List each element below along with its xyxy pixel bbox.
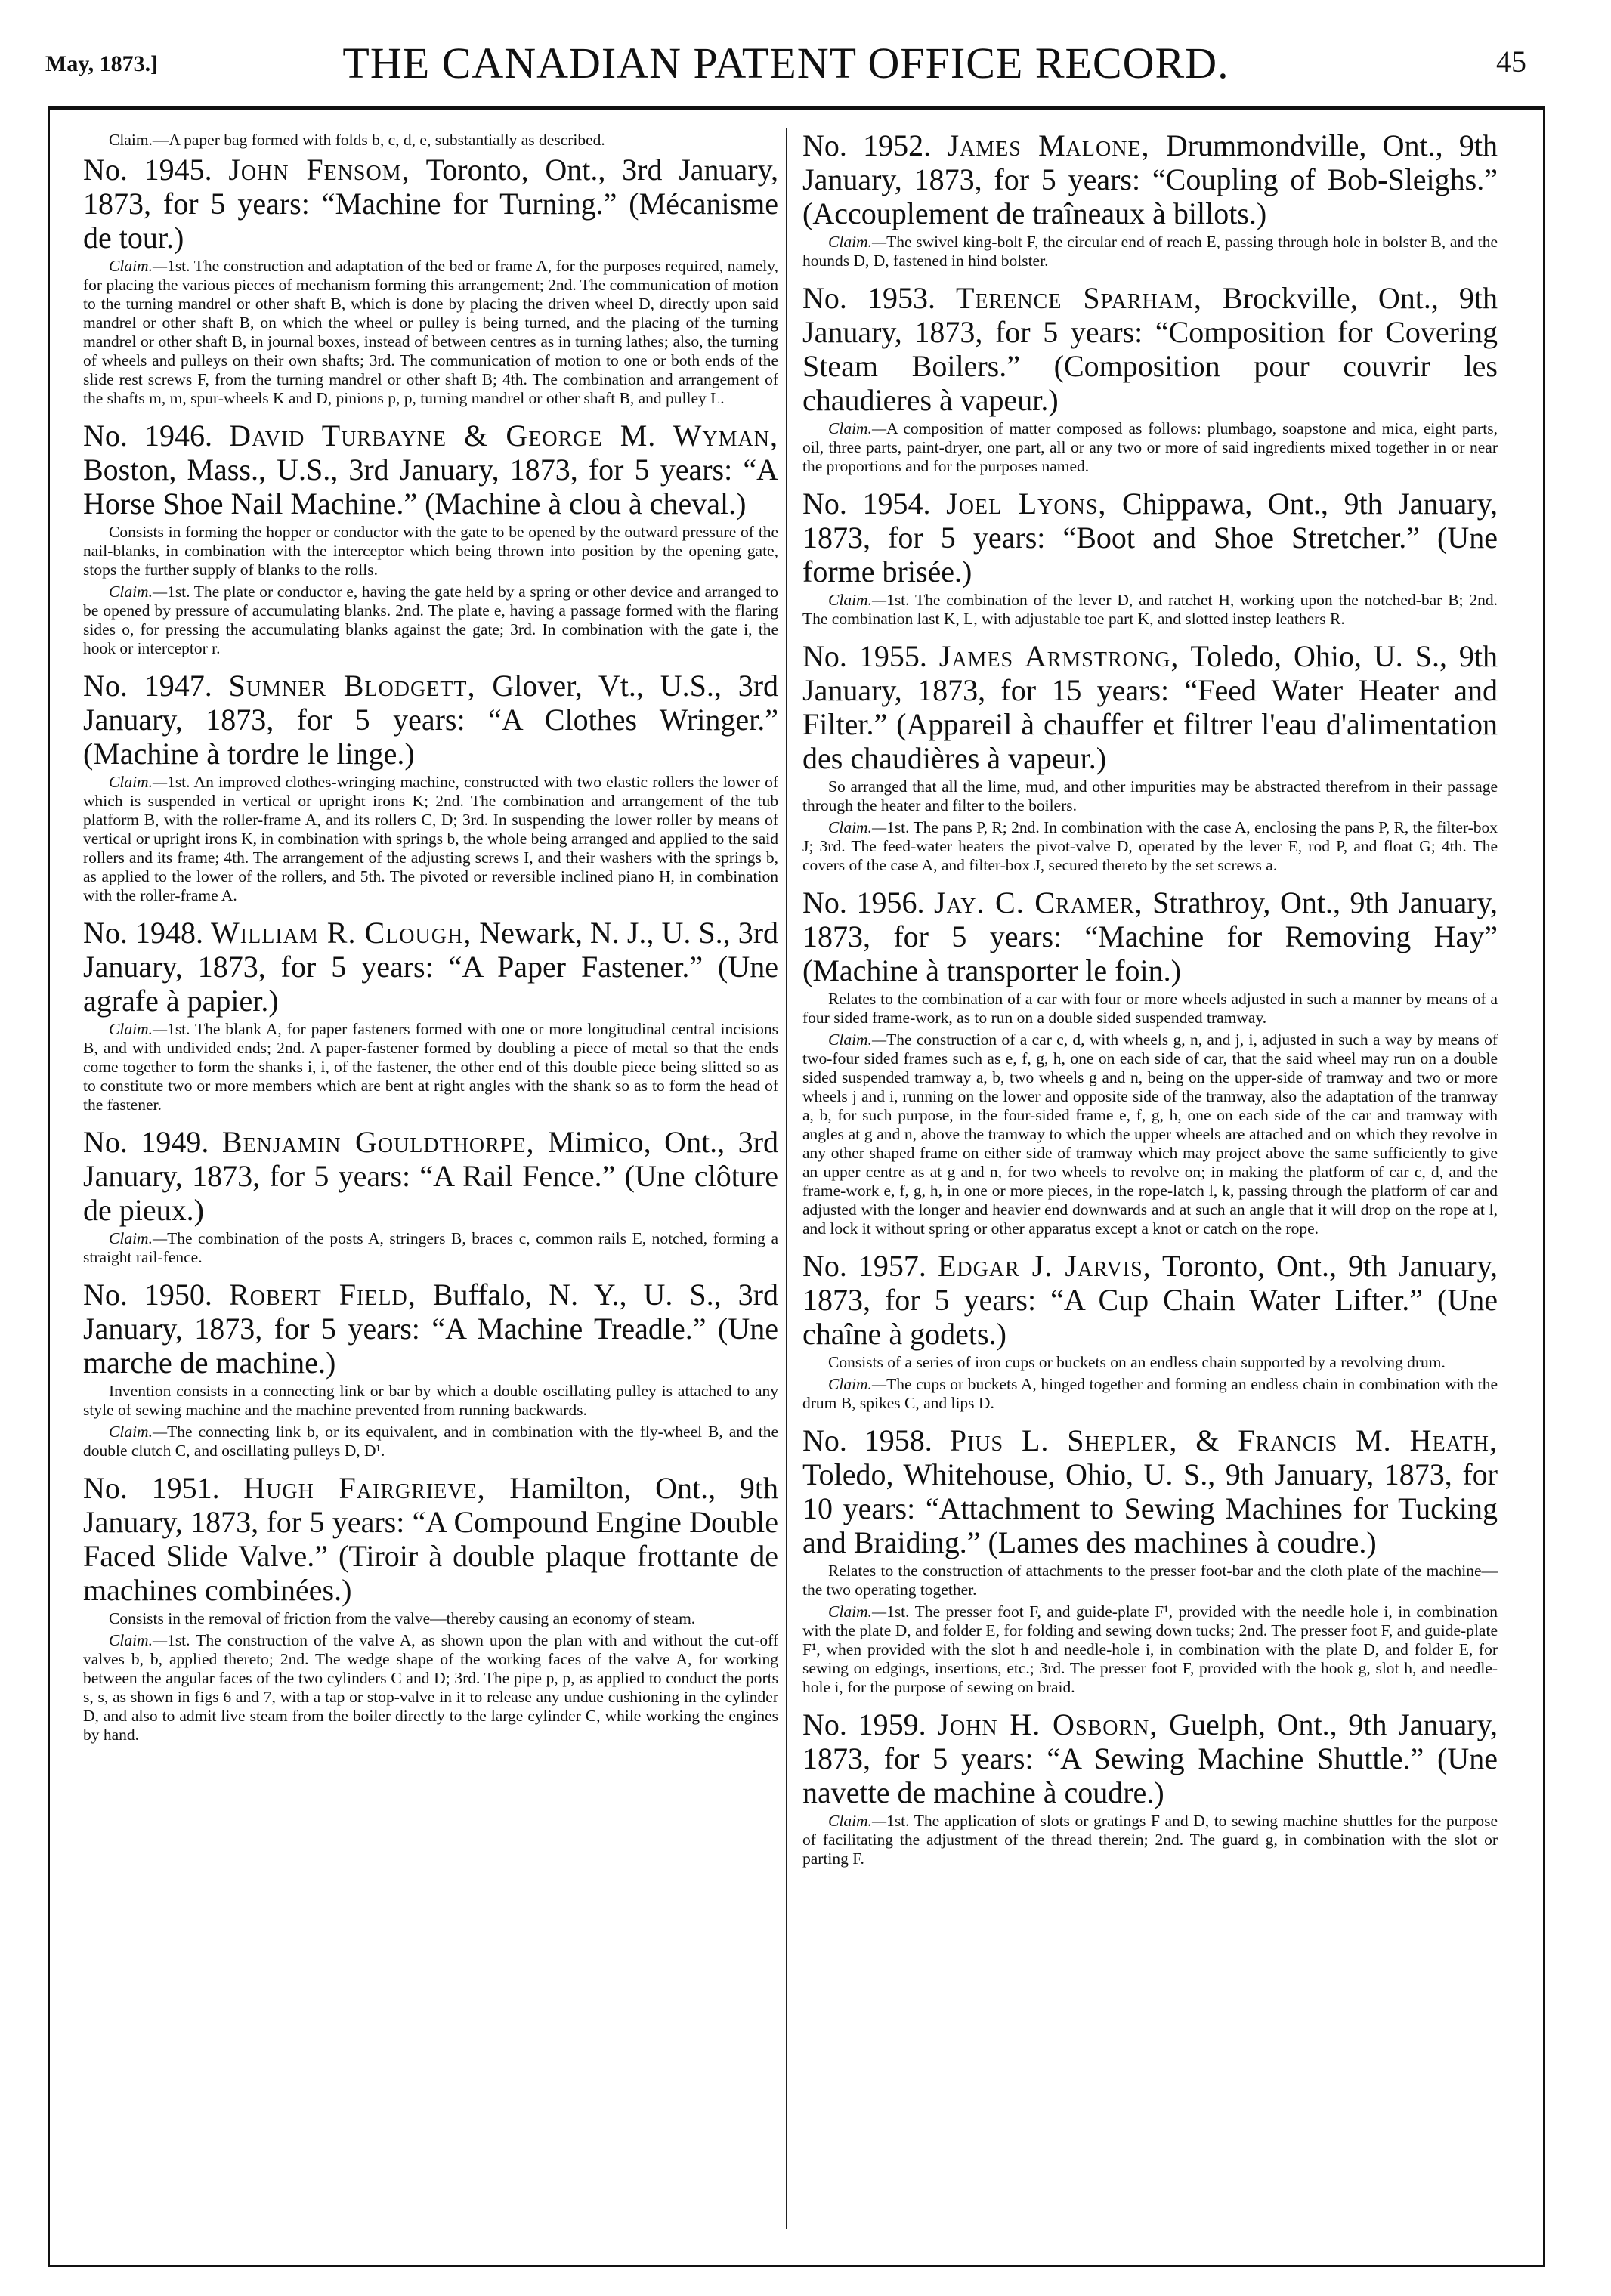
patent-details: Hamilton, Ont., 9th January, 1873, for 5 years: “A Compound Engine Double Faced Slide Valve.” (Tiroir à double plaque frottante de machines combinées.) bbox=[83, 1471, 778, 1607]
patent-entry bbox=[802, 281, 1498, 476]
paragraph-text: Consists in the removal of friction from the valve—thereby causing an economy of steam. bbox=[109, 1609, 696, 1627]
inventor-name: David Turbayne & George M. Wyman, bbox=[229, 419, 778, 453]
page-number: 45 bbox=[1496, 45, 1526, 79]
claim-paragraph bbox=[83, 257, 778, 408]
patent-details: Glover, Vt., U.S., 3rd January, 1873, for 5 years: “A Clothes Wringer.” (Machine à tordre le linge.) bbox=[83, 669, 778, 771]
patent-entry bbox=[83, 1278, 778, 1460]
paragraph-text: Consists in forming the hopper or conductor with the gate to be opened by the outward pressure of the nail-blanks, in combination with the interceptor which being thrown into position by the opening gate, stops the further supply of blanks to the rolls. bbox=[83, 523, 778, 579]
column-divider bbox=[786, 128, 787, 2229]
patent-details: Newark, N. J., U. S., 3rd January, 1873, for 5 years: “A Paper Fastener.” (Une agrafe à papier.) bbox=[83, 916, 778, 1018]
entry-heading bbox=[802, 885, 1498, 987]
description-paragraph bbox=[83, 1382, 778, 1420]
entry-heading bbox=[83, 153, 778, 255]
continuation-claim: Claim.—A paper bag formed with folds b, c, d, e, substantially as described. bbox=[109, 131, 605, 149]
patent-entry bbox=[802, 885, 1498, 1238]
paragraph-text: 1st. The blank A, for paper fasteners formed with one or more longitudinal central incisions B, and with undivided ends; 2nd. A paper-fastener formed by doubling a piece of metal so that the ends come together to form the shanks i, i, of the fastener, the other end of this double piece being slitted so as to constitute two or more members which are bent at right angles with the shank so as to form the head of the fastener. bbox=[83, 1020, 778, 1114]
paragraph-text: The construction of a car c, d, with wheels g, n, and j, i, adjusted in such a way by means of two-four sided frames such as e, f, g, h, one on each side of car, that the said wheel may run on a double sided suspended tramway a, b, two wheels g and n, being on the upper-side of tramway and two or more wheels j and i, running on the lower and opposite side of the tramway, also the adaptation of the tramway a, b, for such purpose, in the four-sided frame e, f, g, h, one on each side of the car and tramway with angles at g and n, above the tramway to which the upper wheels are attached and on which they revolve in any other shaped frame on either side of tramway which may project above the same sufficiently to give an upper centre as at g and n, for two wheels to revolve on; in making the platform of car c, d, and the frame-work e, f, g, h, in one or more pieces, in the rope-latch l, k, passing through the platform of car and adjusted with the longer and heavier end downwards and at such an angle that it will drop on the rope at l, and lock it without spring or other apparatus except a knot or catch on the rope. bbox=[802, 1031, 1498, 1238]
claim-paragraph bbox=[83, 1229, 778, 1267]
claim-label: Claim.— bbox=[109, 1229, 168, 1247]
right-column bbox=[802, 128, 1498, 2251]
claim-label: Claim.— bbox=[109, 1631, 168, 1649]
claim-paragraph bbox=[802, 818, 1498, 875]
left-entries bbox=[83, 153, 778, 1744]
claim-paragraph bbox=[802, 591, 1498, 629]
patent-number: No. 1952. bbox=[802, 128, 932, 162]
patent-number: No. 1947. bbox=[83, 669, 212, 703]
claim-label: Claim.— bbox=[109, 1423, 168, 1441]
entry-heading bbox=[802, 281, 1498, 417]
patent-details: Strathroy, Ont., 9th January, 1873, for 5 years: “Machine for Removing Hay” (Machine à transporter le foin.) bbox=[802, 885, 1498, 987]
patent-number: No. 1951. bbox=[83, 1471, 220, 1505]
entry-heading bbox=[802, 1707, 1498, 1809]
paragraph-text: The connecting link b, or its equivalent, and in combination with the fly-wheel B, and the double clutch C, and oscillating pulleys D, D¹. bbox=[83, 1423, 778, 1460]
entry-heading bbox=[83, 1125, 778, 1227]
claim-paragraph bbox=[802, 1031, 1498, 1238]
entry-heading bbox=[802, 639, 1498, 775]
paragraph-text: Consists of a series of iron cups or buckets on an endless chain supported by a revolving drum. bbox=[828, 1353, 1446, 1371]
patent-entry bbox=[802, 639, 1498, 875]
inventor-name: Joel Lyons, bbox=[946, 487, 1107, 521]
paragraph-text: 1st. The pans P, R; 2nd. In combination with the case A, enclosing the pans P, R, the filter-box J; 3rd. The feed-water heaters the pivot-valve D, operated by the lever E, rod P, and float G; 4th. The covers of the case A, and filter-box J, secured thereto by the set screws a. bbox=[802, 818, 1498, 874]
patent-number: No. 1956. bbox=[802, 885, 925, 919]
description-paragraph bbox=[802, 777, 1498, 815]
patent-number: No. 1959. bbox=[802, 1707, 926, 1741]
patent-entry bbox=[83, 1471, 778, 1744]
patent-number: No. 1946. bbox=[83, 419, 213, 453]
claim-paragraph bbox=[83, 1020, 778, 1114]
paragraph-text: The swivel king-bolt F, the circular end of reach E, passing through hole in bolster B, and the hounds D, D, fastened in hind bolster. bbox=[802, 233, 1498, 270]
claim-paragraph bbox=[83, 582, 778, 658]
description-paragraph bbox=[83, 523, 778, 579]
inventor-name: John Fensom, bbox=[228, 153, 410, 187]
page-title: THE CANADIAN PATENT OFFICE RECORD. bbox=[342, 39, 1229, 88]
page-header bbox=[45, 36, 1526, 104]
patent-details: Boston, Mass., U.S., 3rd January, 1873, for 5 years: “A Horse Shoe Nail Machine.” (Machine à clou à cheval.) bbox=[83, 453, 778, 521]
entry-heading bbox=[83, 1471, 778, 1607]
inventor-name: Sumner Blodgett, bbox=[228, 669, 476, 703]
patent-details: Toronto, Ont., 9th January, 1873, for 5 years: “A Cup Chain Water Lifter.” (Une chaîne à godets.) bbox=[802, 1249, 1498, 1351]
claim-paragraph bbox=[802, 233, 1498, 270]
paragraph-text: 1st. The application of slots or gratings F and D, to sewing machine shuttles for the purpose of facilitating the adjustment of the thread therein; 2nd. The guard g, in combination with the slot or parting F. bbox=[802, 1812, 1498, 1868]
patent-number: No. 1955. bbox=[802, 639, 927, 673]
claim-label: Claim.— bbox=[109, 257, 168, 275]
paragraph-text: 1st. The combination of the lever D, and ratchet H, working upon the notched-bar B; 2nd. The combination last K, L, with adjustable toe part K, and slotted instep leathers R. bbox=[802, 591, 1498, 628]
patent-entry bbox=[83, 916, 778, 1114]
claim-paragraph bbox=[83, 1423, 778, 1460]
patent-number: No. 1949. bbox=[83, 1125, 209, 1159]
paragraph-text: 1st. An improved clothes-wringing machine, constructed with two elastic rollers the lower of which is suspended in vertical or upright irons K; 2nd. The combination and arrangement of the tub platform B, with the roller-frame A, and its rollers C, D; 3rd. In suspending the lower roller by means of vertical or upright irons K, in combination with springs b, the whole being arranged and applied to the said rollers and its frame; 4th. The arrangement of the adjusting screws I, and their washers with the springs b, as applied to the lower of the rollers, and 5th. The pivoted or reversible inclined piano H, in combination with the roller-frame A. bbox=[83, 773, 778, 904]
paragraph-text: The combination of the posts A, stringers B, braces c, common rails E, notched, forming a straight rail-fence. bbox=[83, 1229, 778, 1266]
paragraph-text: 1st. The construction of the valve A, as shown upon the plan with and without the cut-off valves b, b, applied thereto; 2nd. The wedge shape of the working faces of the valve A, for working between the angular faces of the two cylinders C and D; 3rd. The pipe p, p, as applied to conduct the ports s, s, as shown in figs 6 and 7, with a tap or stop-valve in it to release any undue cushioning in the cylinder D, and also to admit live steam from the boiler directly to the large cylinder C, while working the engines by hand. bbox=[83, 1631, 778, 1744]
inventor-name: Pius L. Shepler, & Francis M. Heath, bbox=[949, 1423, 1498, 1457]
patent-details: Drummondville, Ont., 9th January, 1873, for 5 years: “Coupling of Bob-Sleighs.” (Accouplement de traîneaux à billots.) bbox=[802, 128, 1498, 230]
patent-entry bbox=[83, 669, 778, 905]
inventor-name: John H. Osborn, bbox=[937, 1707, 1158, 1741]
patent-number: No. 1954. bbox=[802, 487, 931, 521]
entry-heading bbox=[83, 1278, 778, 1380]
patent-number: No. 1957. bbox=[802, 1249, 926, 1283]
claim-paragraph bbox=[83, 1631, 778, 1744]
entry-heading bbox=[83, 916, 778, 1018]
patent-entry bbox=[83, 153, 778, 408]
paragraph-text: Invention consists in a connecting link or bar by which a double oscillating pulley is attached to any style of sewing machine and the machine prevented from running backwards. bbox=[83, 1382, 778, 1419]
entry-heading bbox=[83, 419, 778, 521]
paragraph-text: 1st. The construction and adaptation of the bed or frame A, for the purposes required, namely, for placing the various pieces of mechanism forming this arrangement; 2nd. The communication of motion to the turning mandrel or other shaft B, which is done by placing the driven wheel D, directly upon said mandrel or other shaft B, on which the wheel or pulley is being turned, and the placing of the turning mandrel or other shaft B, in journal boxes, instead of between centres as in turning lathes; also, the turning of wheels and pulleys on their own shafts; 3rd. The communication of motion to one or both ends of the slide rest screws F, from the turning mandrel or other shaft B; 4th. The combination and arrangement of the shafts m, m, spur-wheels K and D, pinions p, p, turning mandrel or other shaft B, and pulley L. bbox=[83, 257, 778, 407]
claim-label: Claim.— bbox=[109, 773, 168, 791]
claim-label: Claim.— bbox=[828, 419, 887, 437]
inventor-name: Terence Sparham, bbox=[956, 281, 1202, 315]
claim-paragraph bbox=[802, 1812, 1498, 1868]
claim-label: Claim.— bbox=[828, 233, 887, 251]
left-column bbox=[83, 128, 778, 2251]
entry-heading bbox=[802, 487, 1498, 589]
entry-heading bbox=[802, 1249, 1498, 1351]
inventor-name: Benjamin Gouldthorpe, bbox=[221, 1125, 535, 1159]
patent-details: Toledo, Whitehouse, Ohio, U. S., 9th January, 1873, for 10 years: “Attachment to Sewing Machines for Tucking and Braiding.” (Lames des machines à coudre.) bbox=[802, 1457, 1498, 1559]
paragraph-text: Relates to the construction of attachments to the presser foot-bar and the cloth plate of the machine—the two operating together. bbox=[802, 1562, 1498, 1599]
description-paragraph bbox=[802, 990, 1498, 1027]
paragraph-text: 1st. The presser foot F, and guide-plate F¹, provided with the needle hole i, in combination with the plate D, and folder E, for folding and sewing down tucks; 2nd. The presser foot F, and guide-plate F¹, when provided with the slot h and needle-hole i, in combination with the plate D, and folder E, for sewing on edgings, insertions, etc.; 3rd. The presser foot F, provided with the hook g, slot h, and needle-hole i, for the purpose of sewing on braid. bbox=[802, 1602, 1498, 1696]
inventor-name: Hugh Fairgrieve, bbox=[243, 1471, 486, 1505]
patent-details: Chippawa, Ont., 9th January, 1873, for 5 years: “Boot and Shoe Stretcher.” (Une forme brisée.) bbox=[802, 487, 1498, 589]
inventor-name: William R. Clough, bbox=[211, 916, 472, 950]
entry-heading bbox=[83, 669, 778, 771]
header-date: May, 1873.] bbox=[45, 51, 159, 76]
claim-label: Claim.— bbox=[109, 582, 168, 601]
patent-entry bbox=[802, 1707, 1498, 1868]
patent-details: Guelph, Ont., 9th January, 1873, for 5 years: “A Sewing Machine Shuttle.” (Une navette de machine à coudre.) bbox=[802, 1707, 1498, 1809]
inventor-name: James Armstrong, bbox=[938, 639, 1180, 673]
claim-paragraph bbox=[802, 419, 1498, 476]
patent-details: Toronto, Ont., 3rd January, 1873, for 5 years: “Machine for Turning.” (Mécanisme de tour.) bbox=[83, 153, 778, 255]
description-paragraph bbox=[802, 1353, 1498, 1372]
patent-number: No. 1950. bbox=[83, 1278, 212, 1312]
patent-number: No. 1948. bbox=[83, 916, 203, 950]
claim-label: Claim.— bbox=[828, 1812, 887, 1830]
patent-entry bbox=[802, 1249, 1498, 1413]
inventor-name: Edgar J. Jarvis, bbox=[937, 1249, 1152, 1283]
claim-label: Claim.— bbox=[828, 1602, 887, 1621]
patent-details: Toledo, Ohio, U. S., 9th January, 1873, for 15 years: “Feed Water Heater and Filter.” (Appareil à chauffer et filtrer l'eau d'alimentation des chaudières à vapeur.) bbox=[802, 639, 1498, 775]
paragraph-text: The cups or buckets A, hinged together and forming an endless chain in combination with the drum B, spikes C, and lips D. bbox=[802, 1375, 1498, 1412]
patent-number: No. 1958. bbox=[802, 1423, 932, 1457]
patent-number: No. 1953. bbox=[802, 281, 935, 315]
patent-details: Buffalo, N. Y., U. S., 3rd January, 1873, for 5 years: “A Machine Treadle.” (Une marche de machine.) bbox=[83, 1278, 778, 1380]
paragraph-text: A composition of matter composed as follows: plumbago, soapstone and mica, eight parts, oil, three parts, paint-dryer, one part, all or any two or more of said ingredients mixed together in or near the proportions and for the purposes named. bbox=[802, 419, 1498, 475]
patent-number: No. 1945. bbox=[83, 153, 212, 187]
inventor-name: Jay. C. Cramer, bbox=[934, 885, 1143, 919]
claim-label: Claim.— bbox=[828, 818, 887, 836]
claim-paragraph bbox=[802, 1602, 1498, 1697]
entry-heading bbox=[802, 128, 1498, 230]
patent-entry bbox=[83, 419, 778, 658]
paragraph-text: 1st. The plate or conductor e, having the gate held by a spring or other device and arranged to be opened by pressure of accumulating blanks. 2nd. The plate e, having a passage formed with the flaring sides o, for pressing the accumulating blanks against the gate; 3rd. In combination with the gate i, the hook or interceptor r. bbox=[83, 582, 778, 657]
entry-heading bbox=[802, 1423, 1498, 1559]
patent-entry bbox=[83, 1125, 778, 1267]
patent-entry bbox=[802, 128, 1498, 270]
patent-details: Mimico, Ont., 3rd January, 1873, for 5 years: “A Rail Fence.” (Une clôture de pieux.) bbox=[83, 1125, 778, 1227]
claim-label: Claim.— bbox=[109, 1020, 168, 1038]
description-paragraph bbox=[83, 1609, 778, 1628]
claim-label: Claim.— bbox=[828, 1031, 887, 1049]
claim-label: Claim.— bbox=[828, 1375, 887, 1393]
inventor-name: Robert Field, bbox=[228, 1278, 416, 1312]
claim-paragraph bbox=[83, 773, 778, 905]
paragraph-text: So arranged that all the lime, mud, and other impurities may be abstracted therefrom in their passage through the heater and filter to the boilers. bbox=[802, 777, 1498, 814]
patent-details: Brockville, Ont., 9th January, 1873, for 5 years: “Composition for Covering Steam Boilers.” (Composition pour couvrir les chaudieres à vapeur.) bbox=[802, 281, 1498, 417]
claim-label: Claim.— bbox=[828, 591, 887, 609]
inventor-name: James Malone, bbox=[947, 128, 1150, 162]
patent-entry bbox=[802, 1423, 1498, 1697]
paragraph-text: Relates to the combination of a car with four or more wheels adjusted in such a manner by means of a four sided frame-work, as to run on a double sided suspended tramway. bbox=[802, 990, 1498, 1027]
claim-paragraph bbox=[802, 1375, 1498, 1413]
description-paragraph bbox=[802, 1562, 1498, 1599]
patent-entry bbox=[802, 487, 1498, 629]
right-entries bbox=[802, 128, 1498, 1868]
